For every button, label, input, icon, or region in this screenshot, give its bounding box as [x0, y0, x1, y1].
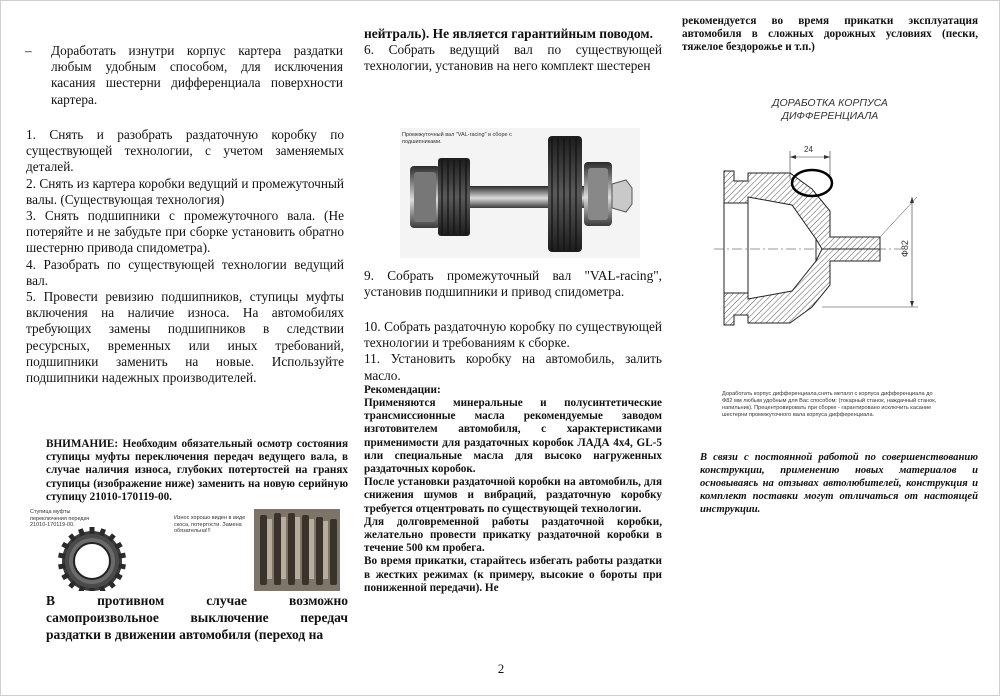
step-1: 1. Снять и разобрать раздаточную коробку по существующей технологии, с учетом заменяемых деталей. — [26, 127, 344, 175]
dim-top-label: 24 — [804, 145, 813, 154]
continuation-top: рекомендуется во время прикатки эксплуатация автомобиля в сложных дорожных условиях (пески, тяжелое бездорожье и т.п.) — [682, 15, 978, 54]
drawing-title — [682, 97, 978, 123]
step-2: 2. Снять из картера коробки ведущий и промежуточный валы. (Существующая технология) — [26, 175, 344, 207]
step-5: 5. Провести ревизию подшипников, ступицы муфты включения на наличие износа. На автомобилях требующих замены подшипников в следствии ресурсных, временных или иных требований, подшипники заменить на новые. Используйте подшипники надежных производителей. — [26, 289, 344, 386]
worn-teeth-icon — [254, 509, 340, 591]
recommendation-3: Для долговременной работы раздаточной коробки, желательно провести прикатку раздаточной коробки в течение 500 км пробега. — [364, 515, 662, 555]
recommendation-4: Во время прикатки, старайтесь избегать работы раздатки в жестких режимах (к примеру, высокие о бороты при пониженной передачи). Не — [364, 555, 662, 594]
hub-photo — [30, 509, 140, 591]
drawing-title-line1: ДОРАБОТКА КОРПУСА — [772, 97, 888, 109]
step-10: 10. Собрать раздаточную коробку по существующей технологии и требованиям к сборке. — [364, 319, 662, 351]
warning-text: Необходим обязательный осмотр состояния ступицы муфты переключения передач ведущего вала, в случае наличия износа, глубоких потертостей на гранях ступицы (изображение ниже) заменить на новую серийную ступицу 21010-170119-00. — [46, 438, 348, 503]
warning-label: ВНИМАНИЕ: — [46, 438, 119, 450]
disclaimer-text: В связи с постоянной работой по совершенствованию конструкции, применению новых материалов и основываясь на отзывах автолюбителей, конструкция и комплект поставки могут отличаться от настоящей инструкции. — [700, 452, 978, 516]
bottom-warning — [46, 592, 348, 643]
steps-list — [26, 127, 344, 386]
step-9: 9. Собрать промежуточный вал "VAL-racing", установив подшипники и привод спидометра. — [364, 268, 662, 300]
step-11: 11. Установить коробку на автомобиль, залить масло. — [364, 351, 662, 383]
drawing-note: Доработать корпус дифференциала,снять металл с корпуса дифференциала до Ф82 мм любым удобным для Вас способом: (токарный станок, наждачный станок, напильник). Прецентровировать при сборке - гарантировано исключить касание шестерни промежуточного вала корпуса дифференциала. — [722, 391, 937, 418]
hub-photo-caption: Ступица муфты переключения передач 21010-170119-00. — [30, 509, 90, 528]
page-number: 2 — [497, 661, 505, 676]
housing-drawing — [712, 139, 962, 389]
worn-hub-photo — [174, 509, 340, 591]
recommendation-2: После установки раздаточной коробки на автомобиль, для снижения шумов и вибраций, раздаточную коробку требуется отцентровать по существующей технологии. — [364, 476, 662, 515]
step-3: 3. Снять подшипники с промежуточного вала. (Не потеряйте и не забудьте при сборке установить обратно шестерню привода спидометра). — [26, 208, 344, 256]
worn-hub-caption: Износ хорошо виден в виде скоса, потертости. Замена обязательна!!! — [174, 515, 246, 534]
bullet-item — [25, 43, 343, 108]
intermediate-shaft-icon — [400, 128, 640, 258]
drawing-title-line2: ДИФФЕРЕНЦИАЛА — [781, 110, 879, 122]
step-6: 6. Собрать ведущий вал по существующей технологии, установив на него комплект шестерен — [364, 42, 662, 74]
bullet-dash: – — [25, 43, 32, 58]
shaft-photo — [400, 128, 640, 258]
recommendation-1: Применяются минеральные и полусинтетические трансмиссионные масла рекомендуемые заводом изготовителем автомобиля, с характеристиками применимости для раздаточных коробок ЛАДА 4х4, GL-5 или специальные масла для высоко нагруженных раздаточных коробок. — [364, 397, 662, 476]
continuation-text: нейтраль). Не является гарантийным поводом. — [364, 26, 653, 41]
recommendations-title: Рекомендации: — [364, 383, 441, 396]
gear-hub-icon — [30, 509, 140, 591]
step-4: 4. Разобрать по существующей технологии ведущий вал. — [26, 256, 344, 288]
bottom-warning-text: В противном случае возможно самопроизвольное выключение передач раздатки в движении автомобиля (переход на — [46, 593, 348, 642]
dim-side-label: Ф82 — [900, 240, 910, 257]
shaft-photo-caption: Промежуточный вал "VAL-racing" в сборе с подшипниками. — [402, 132, 512, 145]
bullet-text: Доработать изнутри корпус картера раздатки любым удобным способом, для исключения касания шестерни дифференциала поверхности картера. — [51, 43, 343, 107]
warning-block — [46, 438, 348, 504]
